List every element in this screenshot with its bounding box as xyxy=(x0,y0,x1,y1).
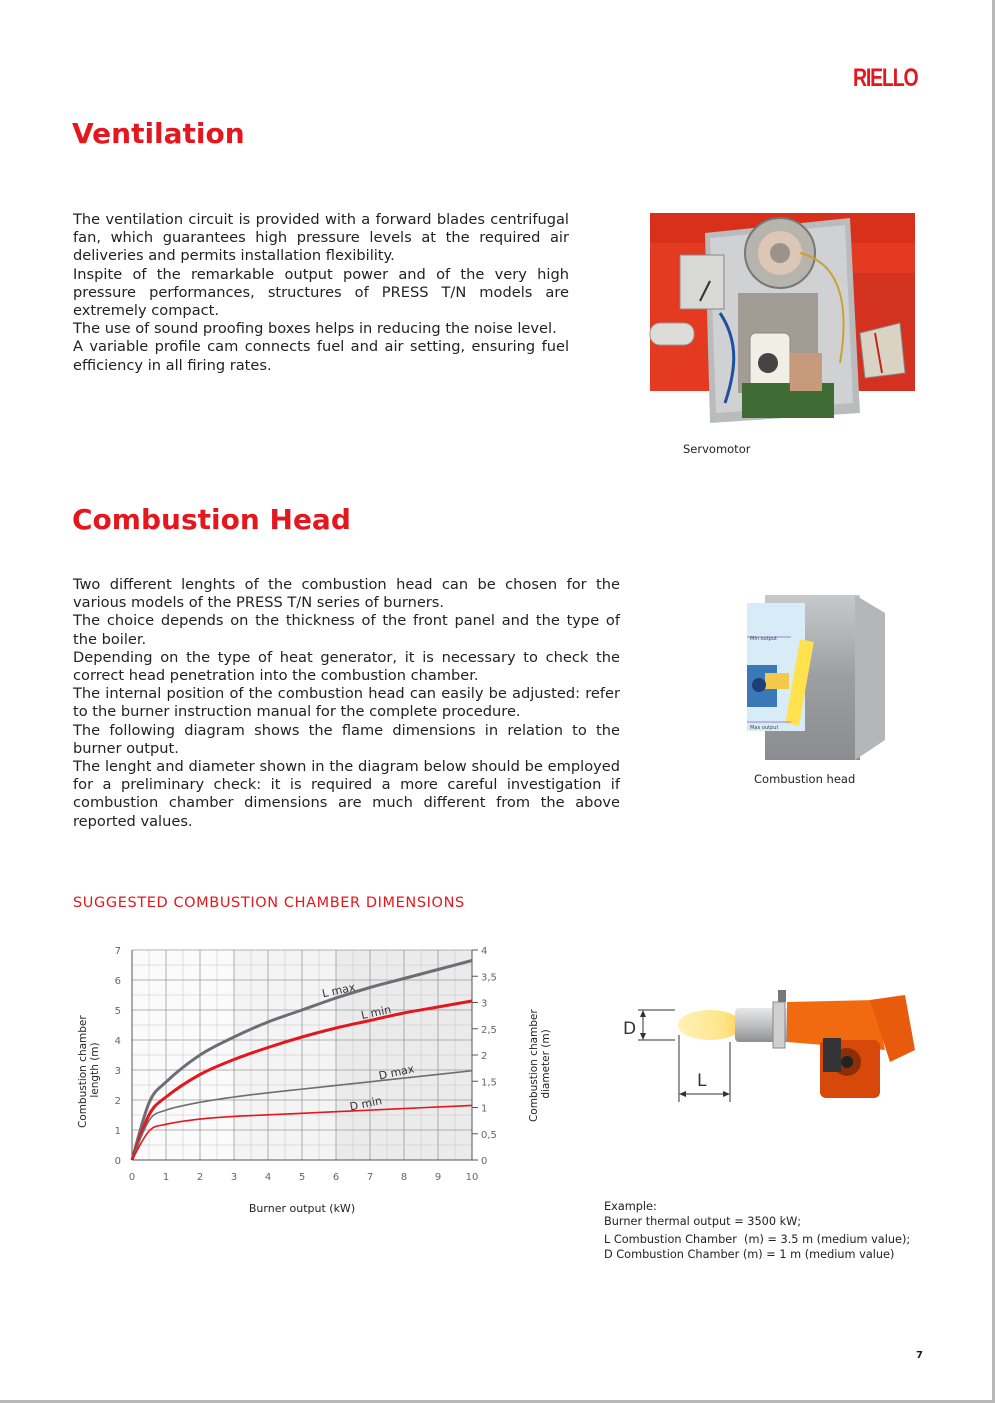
y-tick-label: 6 xyxy=(114,976,121,987)
y-tick-label: 7 xyxy=(114,946,121,957)
diameter-label: D xyxy=(623,1019,637,1039)
ventilation-paragraph: A variable profile cam connects fuel and air setting, ensuring fuel efficiency in all firing rates. xyxy=(73,338,569,374)
y-axis-label-line: Combustion chamber xyxy=(77,1015,89,1129)
riello-logo: RIELLO xyxy=(853,64,918,92)
x-tick-label: 9 xyxy=(434,1172,442,1183)
ventilation-paragraph: The ventilation circuit is provided with a forward blades centrifugal fan, which guarantees high pressure levels at the required air deliveries and permits installation flexibility. xyxy=(73,211,569,265)
combustion-head-image xyxy=(745,595,890,760)
example-line: Example: xyxy=(604,1200,657,1213)
y2-tick-label: 2 xyxy=(481,1051,488,1062)
ventilation-text xyxy=(73,211,569,375)
y2-tick-label: 1,5 xyxy=(481,1077,497,1089)
series-label-d-max: D max xyxy=(377,1062,416,1083)
x-tick-label: 2 xyxy=(196,1172,204,1183)
servomotor-image xyxy=(650,213,915,433)
chart-section-title: SUGGESTED COMBUSTION CHAMBER DIMENSIONS xyxy=(73,895,465,911)
y2-tick-label: 1 xyxy=(481,1103,488,1115)
y2-axis-label xyxy=(528,1006,552,1122)
y2-axis-label-line: Combustion chamber xyxy=(528,1009,540,1123)
combustion-paragraph: The choice depends on the thickness of the front panel and the type of the boiler. xyxy=(73,612,620,648)
x-tick-label: 4 xyxy=(264,1172,272,1183)
example-block xyxy=(604,1200,910,1262)
max-output-label: Max output xyxy=(750,725,779,731)
combustion-paragraph: Two different lenghts of the combustion head can be chosen for the various models of the PRESS T/N series of burners. xyxy=(73,576,620,612)
x-tick-label: 5 xyxy=(298,1172,306,1183)
y2-tick-label: 2,5 xyxy=(481,1024,497,1036)
x-axis-label: Burner output (kW) xyxy=(248,1202,356,1215)
combustion-paragraph: The following diagram shows the flame dimensions in relation to the burner output. xyxy=(73,721,620,757)
y-tick-label: 5 xyxy=(114,1006,121,1017)
y-tick-label: 0 xyxy=(114,1156,121,1167)
example-line: D Combustion Chamber (m) = 1 m (medium value) xyxy=(604,1247,895,1261)
combustion-head-title: Combustion Head xyxy=(72,503,351,536)
x-tick-label: 8 xyxy=(400,1172,408,1183)
y2-tick-label: 3,5 xyxy=(481,972,497,984)
series-label-d-min: D min xyxy=(348,1094,384,1114)
series-label-l-max: L max xyxy=(320,980,357,1001)
combustion-paragraph: The internal position of the combustion head can easily be adjusted: refer to the burner instruction manual for the complete procedure. xyxy=(73,685,620,721)
y-tick-label: 4 xyxy=(114,1036,121,1047)
ventilation-paragraph: Inspite of the remarkable output power and of the very high pressure performances, structures of PRESS T/N models are extremely compact. xyxy=(73,265,569,320)
x-tick-label: 6 xyxy=(332,1172,340,1183)
length-label: L xyxy=(697,1071,707,1091)
y2-axis-label-line: diameter (m) xyxy=(540,1029,552,1099)
y2-tick-label: 0,5 xyxy=(481,1129,497,1141)
y-tick-label: 1 xyxy=(114,1126,121,1137)
combustion-head-caption: Combustion head xyxy=(754,772,856,786)
combustion-paragraph: The lenght and diameter shown in the diagram below should be employed for a preliminary check: it is required a more careful investigation if combustion chamber dimensions are much different from the above reported values. xyxy=(73,758,620,830)
x-tick-label: 0 xyxy=(128,1172,136,1183)
x-tick-label: 10 xyxy=(465,1172,479,1183)
ventilation-paragraph: The use of sound proofing boxes helps in reducing the noise level. xyxy=(73,320,557,338)
y2-tick-label: 3 xyxy=(481,998,488,1010)
burner-dimensions-diagram xyxy=(615,990,925,1110)
combustion-chamber-chart xyxy=(70,940,552,1230)
ventilation-title: Ventilation xyxy=(72,117,245,150)
y2-tick-label: 4 xyxy=(481,946,488,957)
x-tick-label: 7 xyxy=(366,1172,374,1183)
x-tick-label: 3 xyxy=(230,1172,238,1183)
page-number: 7 xyxy=(916,1350,923,1361)
example-line: L Combustion Chamber (m) = 3.5 m (medium value); xyxy=(604,1233,911,1246)
y-tick-label: 2 xyxy=(114,1096,121,1107)
example-line: Burner thermal output = 3500 kW; xyxy=(604,1214,802,1228)
y-tick-label: 3 xyxy=(114,1066,121,1077)
combustion-head-text xyxy=(73,576,620,831)
y-axis-label xyxy=(77,1012,101,1128)
y2-tick-label: 0 xyxy=(481,1156,488,1167)
y-axis-label-line: length (m) xyxy=(89,1042,101,1098)
servomotor-caption: Servomotor xyxy=(683,442,751,456)
combustion-paragraph: Depending on the type of heat generator, it is necessary to check the correct head penetration into the combustion chamber. xyxy=(73,648,620,685)
min-output-label: Min output xyxy=(750,636,777,642)
series-label-l-min: L min xyxy=(359,1003,393,1023)
x-tick-label: 1 xyxy=(162,1172,170,1183)
